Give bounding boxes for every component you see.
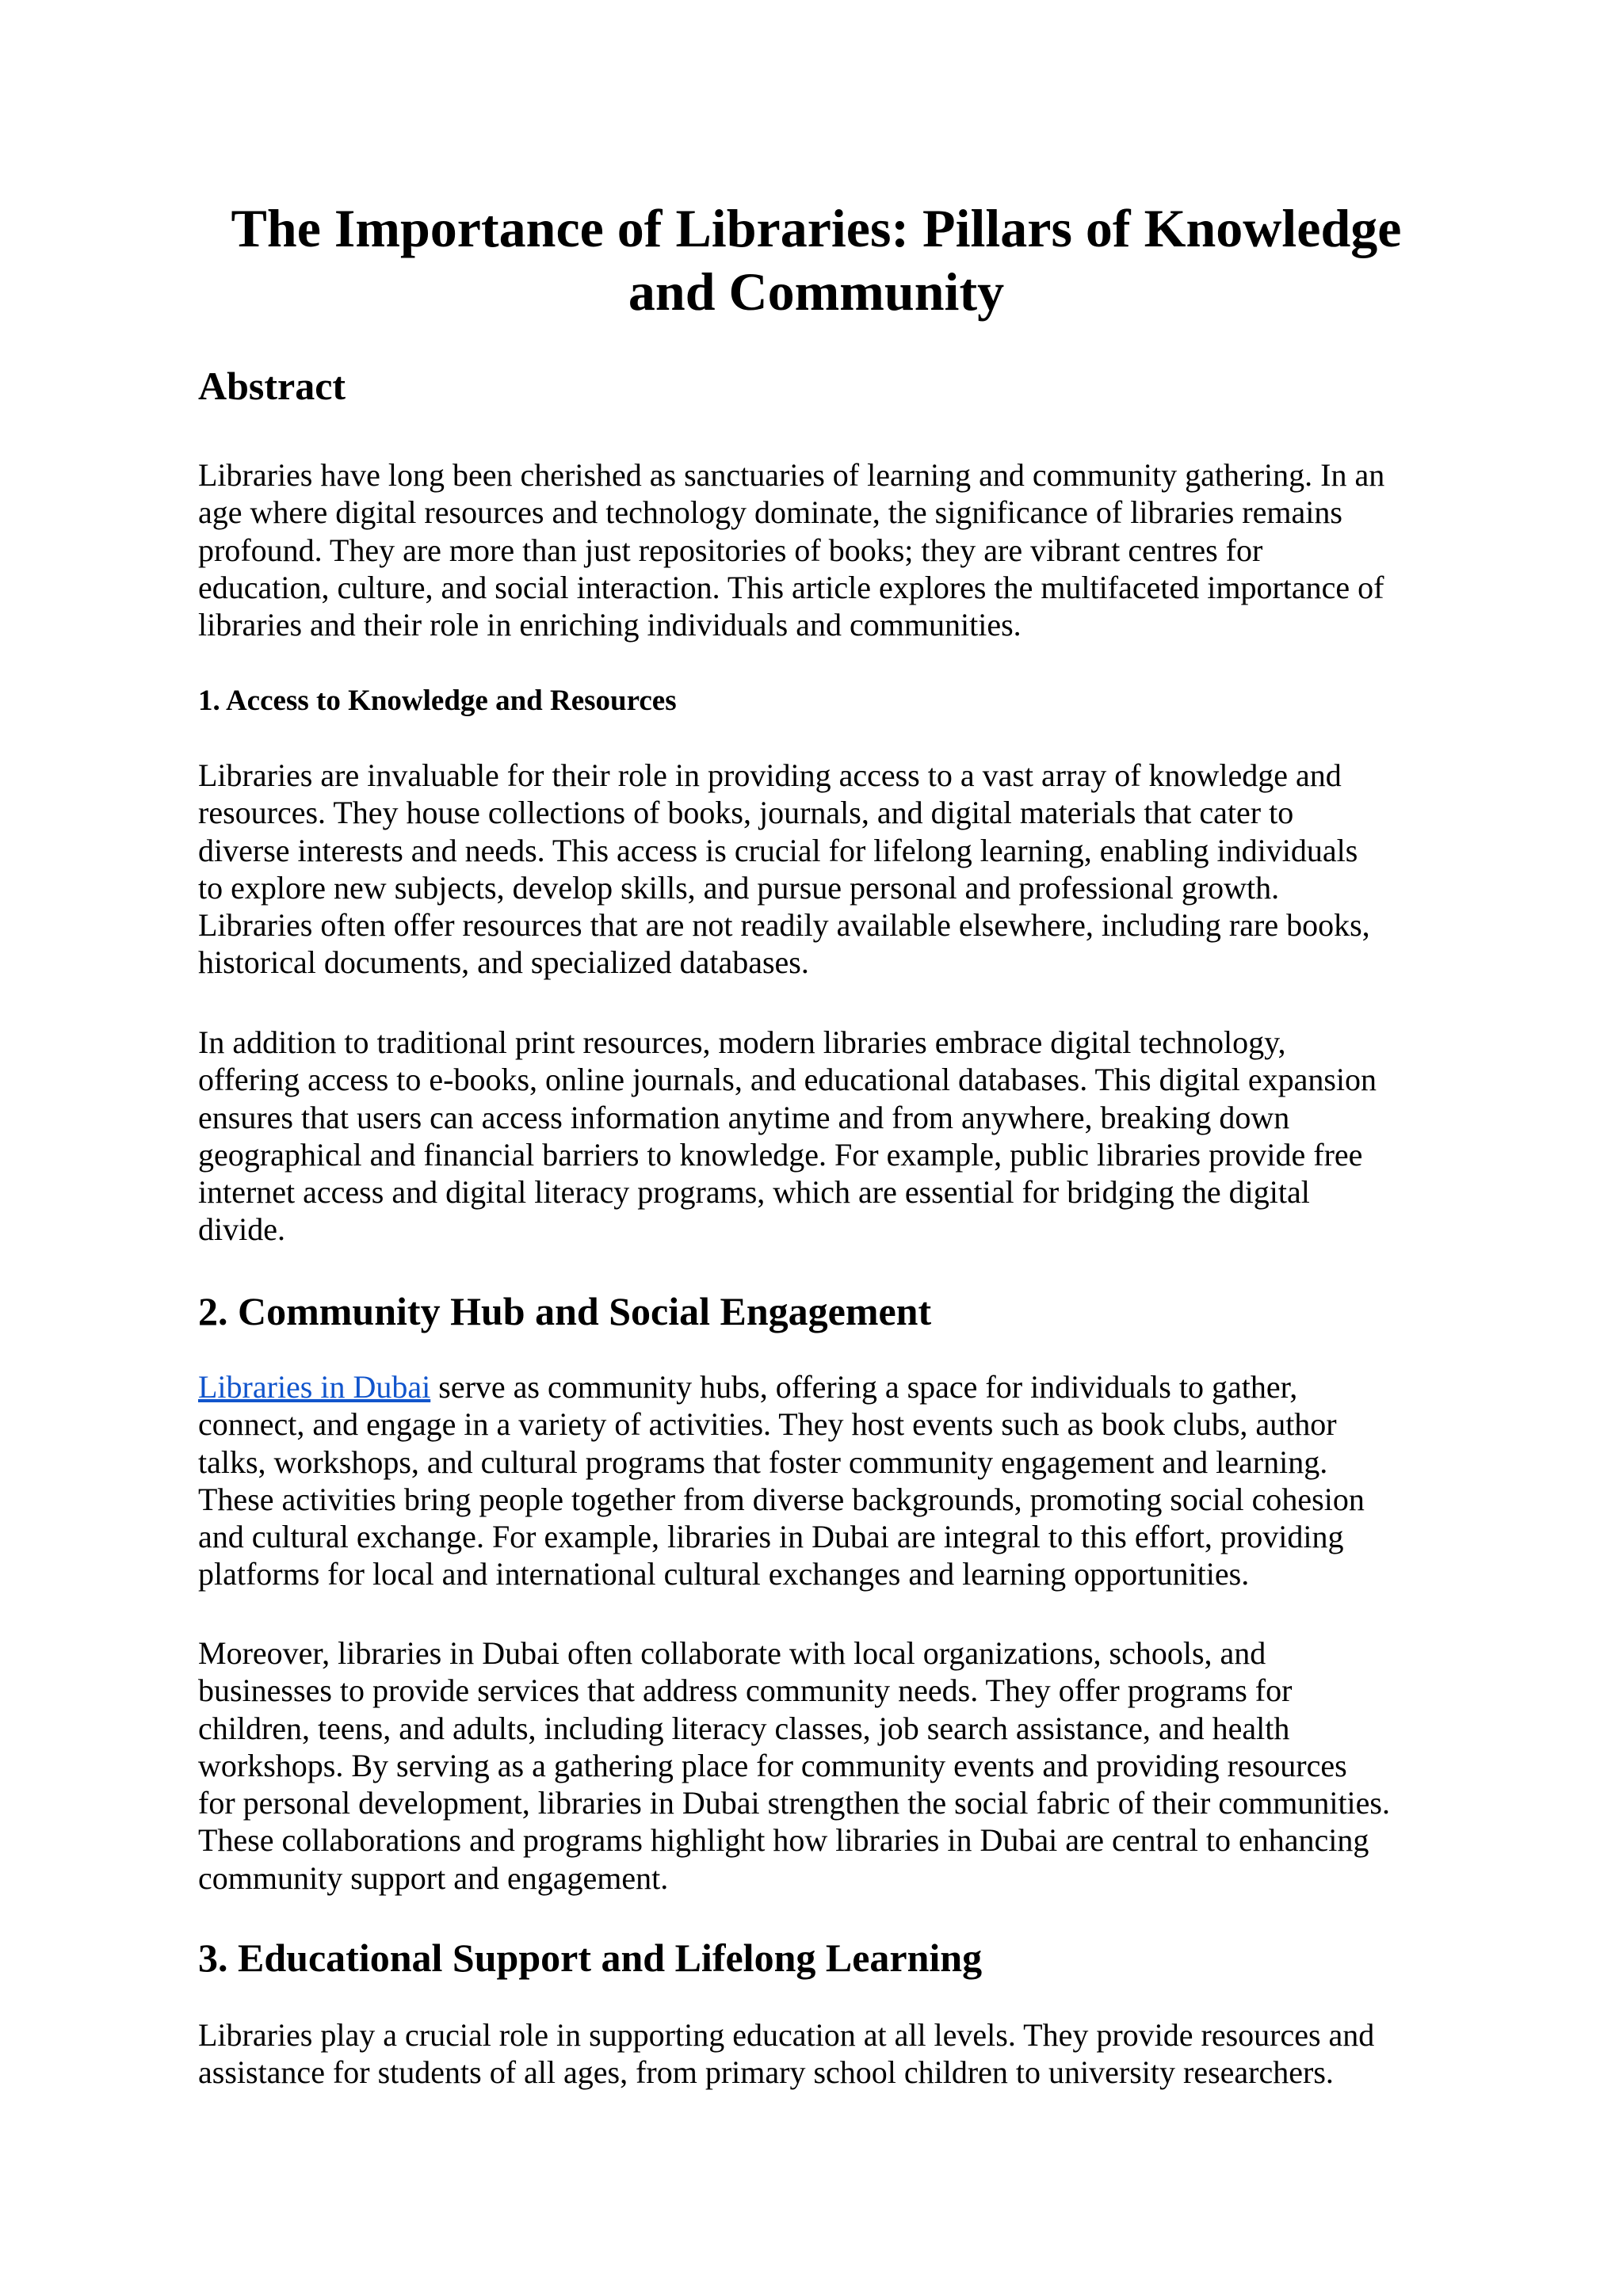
- text-line: Moreover, libraries in Dubai often collaborate with local organizations, schools, and: [198, 1635, 1266, 1671]
- text-line: internet access and digital literacy programs, which are essential for bridging the digital: [198, 1174, 1310, 1211]
- text-line: diverse interests and needs. This access is crucial for lifelong learning, enabling individuals: [198, 832, 1358, 868]
- text-line: [198, 1368, 1450, 1405]
- text-line: resources. They house collections of books, journals, and digital materials that cater to: [198, 795, 1294, 831]
- document-title: [198, 196, 1434, 323]
- text-line: education, culture, and social interaction. This article explores the multifaceted importance of: [198, 569, 1384, 605]
- abstract-paragraph: [198, 456, 1450, 643]
- text-line: for personal development, libraries in Dubai strengthen the social fabric of their communities.: [198, 1785, 1390, 1821]
- text-line: Libraries have long been cherished as sanctuaries of learning and community gathering. In an: [198, 457, 1385, 493]
- text-line: libraries and their role in enriching individuals and communities.: [198, 607, 1022, 643]
- section-2-heading: 2. Community Hub and Social Engagement: [198, 1289, 932, 1333]
- text-line: divide.: [198, 1211, 285, 1248]
- section-1-paragraph-1: [198, 757, 1450, 982]
- text-line: profound. They are more than just repositories of books; they are vibrant centres for: [198, 532, 1263, 568]
- text-line: connect, and engage in a variety of activities. They host events such as book clubs, author: [198, 1406, 1337, 1443]
- text-line: These collaborations and programs highlight how libraries in Dubai are central to enhancing: [198, 1822, 1369, 1859]
- text-line: businesses to provide services that address community needs. They offer programs for: [198, 1672, 1293, 1709]
- text-line: talks, workshops, and cultural programs that foster community engagement and learning.: [198, 1444, 1328, 1480]
- text-line: historical documents, and specialized databases.: [198, 944, 809, 981]
- section-1-heading: 1. Access to Knowledge and Resources: [198, 685, 677, 717]
- title-line: The Importance of Libraries: Pillars of Knowledge: [231, 198, 1402, 258]
- text-line: children, teens, and adults, including literacy classes, job search assistance, and health: [198, 1710, 1290, 1746]
- text-line: Libraries play a crucial role in supporting education at all levels. They provide resources and: [198, 2017, 1375, 2053]
- abstract-heading: Abstract: [198, 364, 346, 408]
- text-line: and cultural exchange. For example, libraries in Dubai are integral to this effort, providing: [198, 1519, 1344, 1555]
- libraries-in-dubai-link[interactable]: Libraries in Dubai: [198, 1369, 431, 1405]
- text-line: geographical and financial barriers to knowledge. For example, public libraries provide free: [198, 1136, 1363, 1173]
- text-line: In addition to traditional print resources, modern libraries embrace digital technology,: [198, 1024, 1286, 1060]
- text-line: to explore new subjects, develop skills, and pursue personal and professional growth.: [198, 869, 1280, 906]
- text-line: workshops. By serving as a gathering place for community events and providing resources: [198, 1747, 1347, 1783]
- text-line: offering access to e-books, online journals, and educational databases. This digital expansion: [198, 1062, 1377, 1098]
- text-line: assistance for students of all ages, from primary school children to university researchers.: [198, 2054, 1334, 2091]
- text-line: Libraries are invaluable for their role in providing access to a vast array of knowledge and: [198, 757, 1342, 793]
- section-3-heading: 3. Educational Support and Lifelong Learning: [198, 1936, 983, 1980]
- section-2-paragraph-2: [198, 1634, 1450, 1897]
- section-3-paragraph-1: [198, 2016, 1450, 2092]
- text-line: community support and engagement.: [198, 1859, 669, 1896]
- section-1-paragraph-2: [198, 1024, 1450, 1249]
- text-fragment: serve as community hubs, offering a space for individuals to gather,: [430, 1369, 1298, 1405]
- text-line: platforms for local and international cultural exchanges and learning opportunities.: [198, 1556, 1250, 1592]
- text-line: ensures that users can access information anytime and from anywhere, breaking down: [198, 1099, 1290, 1135]
- text-line: These activities bring people together from diverse backgrounds, promoting social cohesion: [198, 1481, 1365, 1517]
- text-line: age where digital resources and technology dominate, the significance of libraries remains: [198, 494, 1342, 531]
- title-line: and Community: [628, 261, 1005, 322]
- section-2-paragraph-1: [198, 1368, 1450, 1593]
- text-line: Libraries often offer resources that are not readily available elsewhere, including rare books,: [198, 907, 1370, 944]
